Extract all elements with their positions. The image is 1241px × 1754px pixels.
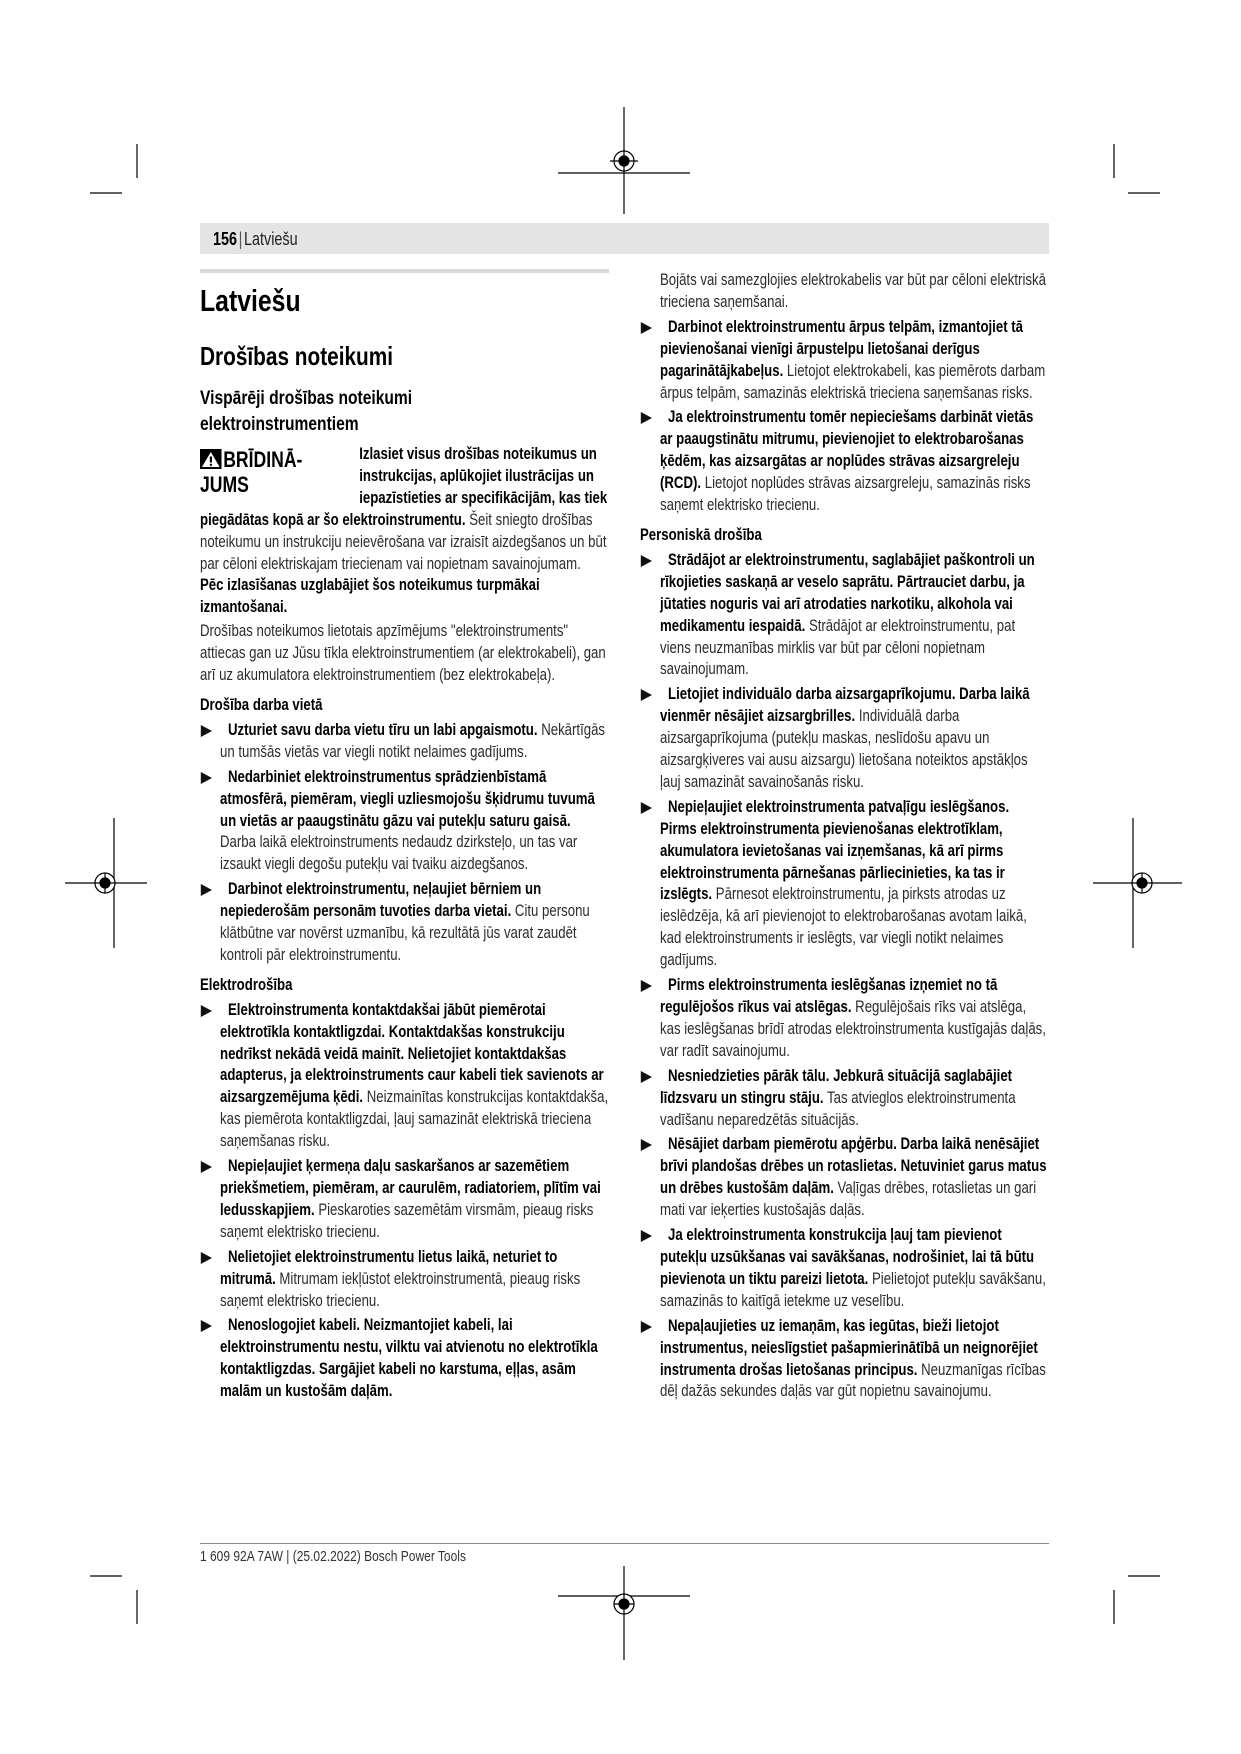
- warning-block: [200, 444, 609, 575]
- crop-mark-bottom-right: [1114, 1576, 1160, 1624]
- page-title: Latviešu: [200, 283, 301, 318]
- item-explanation: Neizmainītas konstrukcijas kontaktdakša, kas piemērota kontaktligzdai, ļauj samazināt elektriskā trieciena saņemšanas risku.: [220, 1088, 609, 1151]
- keep-notice-text: Pēc izlasīšanas uzglabājiet šos noteikumus turpmākai izmantošanai.: [200, 576, 540, 617]
- header-separator: |: [238, 229, 243, 249]
- item-explanation: Regulējošais rīks vai atslēga, kas ieslēgšanas brīdī atrodas elektroinstrumenta kustīgajās daļās, var radīt savainojumu.: [660, 998, 1046, 1060]
- list-item: [640, 1134, 1049, 1222]
- item-explanation: Pieskaroties sazemētām virsmām, pieaug risks saņemt elektrisko triecienu.: [220, 1200, 594, 1241]
- list-item: [200, 879, 609, 967]
- triangle-right-bullet-icon: [201, 772, 212, 784]
- item-explanation: Darba laikā elektroinstruments nedaudz dzirksteļo, un tas var izsaukt viegli degošu putekļu vai tvaiku aizdegšanos.: [220, 833, 578, 874]
- triangle-right-bullet-icon: [201, 1252, 212, 1264]
- warning-label-line1: BRĪDINĀ-: [223, 447, 303, 472]
- left-column: [200, 282, 609, 1403]
- triangle-right-bullet-icon: [641, 322, 652, 334]
- list-item: [640, 975, 1049, 1063]
- item-instruction: Strādājot ar elektroinstrumentu, saglabājiet paškontroli un rīkojieties saskaņā ar veselo saprātu. Pārtrauciet darbu, ja jūtaties noguris vai arī atrodaties narkotiku, alkohola vai medikamentu iespaidā.: [660, 550, 1035, 635]
- triangle-right-bullet-icon: [641, 802, 652, 814]
- item-explanation: Lietojot elektrokabeli, kas piemērots darbam ārpus telpām, samazinās elektriskā trieciena saņemšanas risks.: [660, 361, 1046, 402]
- item-continuation: Bojāts vai samezglojies elektrokabelis var būt par cēloni elektriskā trieciena saņemšanai.: [660, 271, 1046, 311]
- registration-target-icon-top: [558, 107, 690, 214]
- item-explanation: Strādājot ar elektroinstrumentu, pat viens neuzmanības mirklis var būt par cēloni nopietnam savainojumam.: [660, 616, 1016, 679]
- list-item: [640, 1316, 1049, 1404]
- list-item: [200, 1315, 609, 1403]
- triangle-right-bullet-icon: [641, 412, 652, 424]
- triangle-right-bullet-icon: [641, 980, 652, 992]
- triangle-right-bullet-icon: [201, 1320, 212, 1332]
- item-explanation: Mitrumam iekļūstot elektroinstrumentā, pieaug risks saņemt elektrisko triecienu.: [220, 1269, 581, 1310]
- registration-target-icon-bottom: [558, 1566, 690, 1660]
- item-instruction: Nesniedzieties pārāk tālu. Jebkurā situācijā saglabājiet līdzsvaru un stingru stāju.: [660, 1066, 1013, 1107]
- item-explanation: Lietojot noplūdes strāvas aizsargreleju, samazinās risks saņemt elektrisko triecienu.: [660, 474, 1031, 515]
- triangle-right-bullet-icon: [641, 1071, 652, 1083]
- page-number: 156: [213, 229, 238, 249]
- warning-label-line2: JUMS: [200, 472, 249, 497]
- item-explanation: Tas atvieglos elektroinstrumenta vadīšanu neparedzētās situācijās.: [660, 1088, 1016, 1129]
- warning-label: [200, 447, 359, 497]
- item-instruction: Nepieļaujiet ķermeņa daļu saskaršanos ar sazemētiem priekšmetiem, piemēram, ar caurulēm, radiatoriem, plītīm vai ledusskapjiem.: [220, 1157, 601, 1219]
- item-explanation: Neuzmanīgas rīcības dēļ dažās sekundes daļās var gūt nopietnu savainojumu.: [660, 1360, 1046, 1401]
- item-instruction: Nepaļaujieties uz iemaņām, kas iegūtas, bieži lietojot instrumentus, neieslīgstiet pašapmierinātībā un neignorējiet instrumenta drošas lietošanas principus.: [660, 1316, 1038, 1379]
- triangle-right-bullet-icon: [201, 1161, 212, 1173]
- item-instruction: Pirms elektroinstrumenta ieslēgšanas izņemiet no tā regulējošos rīkus vai atslēgas.: [660, 976, 998, 1016]
- list-item: [640, 797, 1049, 972]
- triangle-right-bullet-icon: [641, 1139, 652, 1151]
- definition-paragraph: Drošības noteikumos lietotais apzīmējums "elektroinstruments" attiecas gan uz Jūsu tīkla elektroinstrumentiem (ar elektrokabeli), gan arī uz akumulatora elektroinstrumentiem (bez elektrokabeļa).: [200, 622, 606, 685]
- triangle-right-bullet-icon: [641, 1321, 652, 1333]
- list-item: [200, 1247, 609, 1313]
- triangle-right-bullet-icon: [201, 1005, 212, 1017]
- triangle-right-bullet-icon: [201, 725, 212, 737]
- item-instruction: Nepieļaujiet elektroinstrumenta patvaļīgu ieslēgšanos. Pirms elektroinstrumenta pievienošanas elektrotīklam, akumulatora ievietošanas vai izņemšanas, kā arī pirms elektroinstrumenta pārnešanas pārliecinieties, ka tas ir izslēgts.: [660, 797, 1010, 904]
- triangle-right-bullet-icon: [641, 555, 652, 567]
- registration-target-icon-right: [1093, 818, 1182, 948]
- list-item: [640, 407, 1049, 517]
- page-header-text: [213, 229, 298, 249]
- list-item: [640, 684, 1049, 794]
- chapter-name: Latviešu: [243, 229, 298, 249]
- item-instruction: Darbinot elektroinstrumentu ārpus telpām, izmantojiet tā pievienošanai vienīgi ārpustelpu lietošanai derīgus pagarinātājkabeļus.: [660, 317, 1023, 380]
- triangle-right-bullet-icon: [201, 884, 212, 896]
- item-explanation: Pārnesot elektroinstrumentu, ja pirksts atrodas uz ieslēdzēja, kā arī pievienojot to elektrobarošanas avotam laikā, kad elektroinstruments ir ieslēgts, var viegli notikt nelaimes gadījums.: [660, 885, 1027, 970]
- item-instruction: Uzturiet savu darba vietu tīru un labi apgaismotu.: [228, 720, 538, 739]
- item-instruction: Nenoslogojiet kabeli. Neizmantojiet kabeli, lai elektroinstrumentu nestu, vilktu vai atvienotu no elektrotīkla kontaktligzdas. Sargājiet kabeli no karstuma, eļļas, asām malām un kustošām daļām.: [220, 1316, 598, 1401]
- warning-instruction: Izlasiet visus drošības noteikumus un instrukcijas, aplūkojiet ilustrācijas un iepazīstieties ar specifikācijām, kas tiek piegādātas kopā ar šo elektroinstrumentu.: [200, 445, 608, 529]
- item-explanation: Vaļīgas drēbes, rotaslietas un gari mati var ieķerties kustošajās daļās.: [660, 1179, 1037, 1220]
- triangle-right-bullet-icon: [641, 689, 652, 701]
- section-title: Drošības noteikumi: [200, 341, 394, 371]
- subsection-title: Vispārēji drošības noteikumi elektroinstrumentiem: [200, 387, 413, 435]
- item-instruction: Nēsājiet darbam piemērotu apģērbu. Darba laikā nenēsājiet brīvi plandošas drēbes un rotaslietas. Netuviniet garus matus un drēbes kustošām daļām.: [660, 1135, 1047, 1198]
- list-item: [200, 720, 609, 764]
- item-instruction: Nedarbiniet elektroinstrumentus sprādzienbīstamā atmosfērā, piemēram, viegli uzliesmojošu šķidrumu tuvumā un vietās ar paaugstinātu gāzu vai putekļu saturu gaisā.: [220, 767, 595, 830]
- list-item: [640, 317, 1049, 405]
- list-item: [640, 1225, 1049, 1313]
- item-instruction: Lietojiet individuālo darba aizsargaprīkojumu. Darba laikā vienmēr nēsājiet aizsargbrilles.: [660, 685, 1030, 726]
- warning-triangle-icon: [200, 449, 222, 469]
- item-instruction: Ja elektroinstrumentu tomēr nepieciešams darbināt vietās ar paaugstinātu mitrumu, pievienojiet to elektrobarošanas ķēdēm, kas aizsargātas ar noplūdes strāvas aizsargreleju (RCD).: [660, 408, 1034, 493]
- list-item: [200, 1000, 609, 1153]
- item-instruction: Nelietojiet elektroinstrumentu lietus laikā, neturiet to mitrumā.: [220, 1247, 558, 1288]
- triangle-right-bullet-icon: [641, 1230, 652, 1242]
- item-explanation: Individuālā darba aizsargaprīkojuma (putekļu maskas, neslīdošu apavu un aizsargķiveres vai ausu aizsargu) lietošana noteiktos apstākļos ļauj samazināt savainošanās risku.: [660, 707, 1028, 791]
- item-instruction: Elektroinstrumenta kontaktdakšai jābūt piemērotai elektrotīkla kontaktligzdai. Kontaktdakšas konstrukciju nedrīkst nekādā veidā mainīt. Nelietojiet kontaktdakšas adapterus, ja elektroinstruments caur kabeli tiek savienots ar aizsargzemējuma ķēdi.: [220, 1000, 604, 1107]
- list-item: [200, 1156, 609, 1244]
- page-header: [200, 223, 1049, 254]
- section-heading-electrical-safety: Elektrodrošība: [200, 975, 293, 994]
- registration-target-icon-left: [65, 818, 147, 948]
- title-rule: [200, 269, 609, 273]
- item-explanation: Pielietojot putekļu savākšanu, samazinās to kaitīgā ietekme uz veselību.: [660, 1269, 1046, 1310]
- section-heading-personal-safety: Personiskā drošība: [640, 525, 762, 544]
- list-item: [640, 550, 1049, 681]
- footer-rule: [200, 1543, 1049, 1544]
- warning-explanation: Šeit sniegto drošības noteikumu un instrukciju neievērošana var izraisīt aizdegšanos un būt par cēloni elektriskajam triecienam vai nopietnam savainojumam.: [200, 510, 607, 573]
- item-instruction: Darbinot elektroinstrumentu, neļaujiet bērniem un nepiederošām personām tuvoties darba vietai.: [220, 880, 542, 921]
- list-item: [200, 767, 609, 877]
- page-footer: 1 609 92A 7AW | (25.02.2022) Bosch Power Tools: [200, 1548, 466, 1565]
- keep-notice: [200, 575, 609, 619]
- section-heading-work-area: Drošība darba vietā: [200, 695, 323, 714]
- crop-mark-top-left: [90, 144, 137, 193]
- list-item: [640, 1066, 1049, 1132]
- item-instruction: Ja elektroinstrumenta konstrukcija ļauj tam pievienot putekļu uzsūkšanas vai savākšanas, nodrošiniet, lai tā būtu pievienota un tiktu pareizi lietota.: [660, 1226, 1035, 1288]
- right-column: [640, 270, 1049, 1403]
- item-explanation: Citu personu klātbūtne var novērst uzmanību, kā rezultātā jūs varat zaudēt kontroli pār elektroinstrumentu.: [220, 902, 590, 964]
- crop-mark-bottom-left: [90, 1576, 137, 1624]
- item-explanation: Nekārtīgās un tumšās vietās var viegli notikt nelaimes gadījums.: [220, 720, 606, 761]
- crop-mark-top-right: [1114, 144, 1160, 193]
